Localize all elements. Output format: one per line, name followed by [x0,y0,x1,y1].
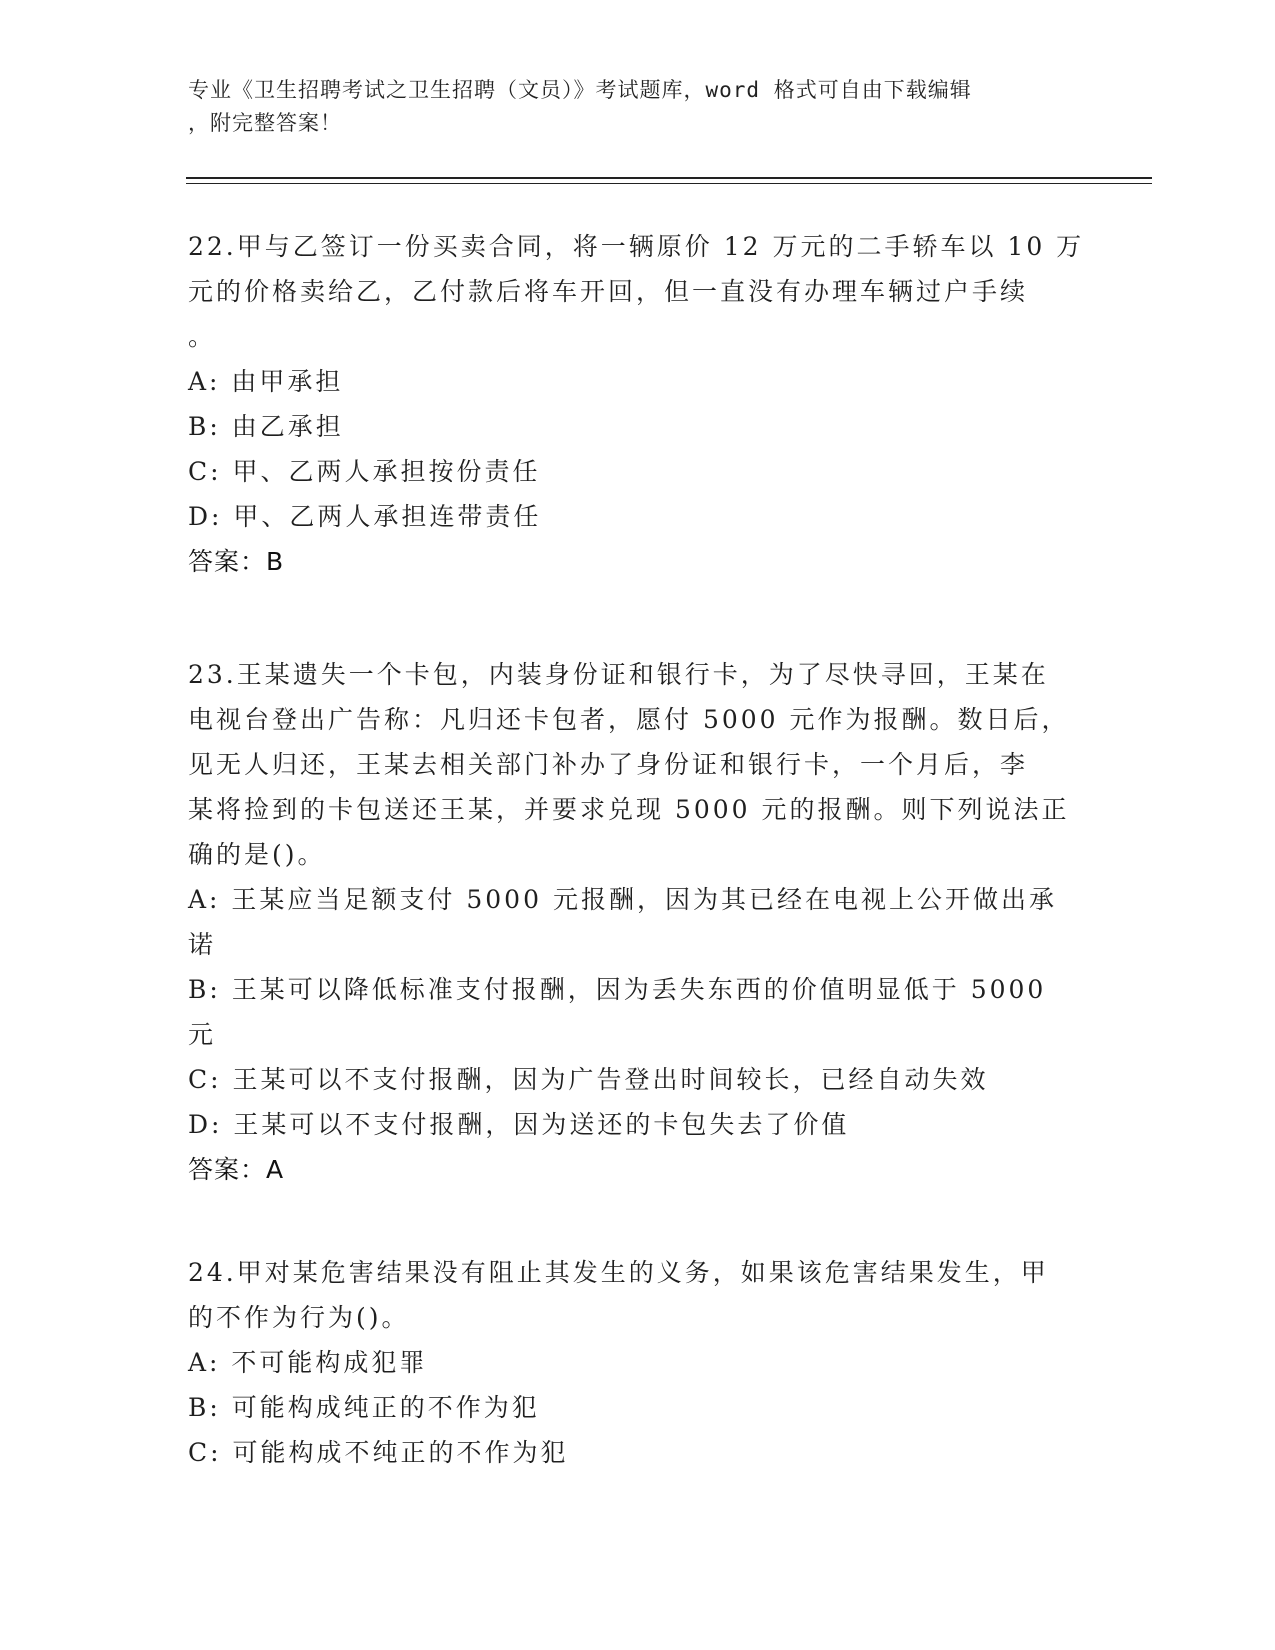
question-text: 24.甲对某危害结果没有阻止其发生的义务，如果该危害结果发生，甲 的不作为行为()。 [188,1258,1049,1332]
option-a: A: 不可能构成犯罪 [188,1348,428,1377]
option-b: B: 可能构成纯正的不作为犯 [188,1393,540,1422]
option-d: D: 王某可以不支付报酬，因为送还的卡包失去了价值 [188,1110,850,1139]
header-divider-thin [186,183,1152,184]
option-b: B: 由乙承担 [188,412,344,441]
option-b: B: 王某可以降低标准支付报酬，因为丢失东西的价值明显低于 5000 元 [188,975,1047,1049]
header-divider-thick [186,177,1152,179]
answer-label: 答案：B [188,547,285,576]
option-c: C: 甲、乙两人承担按份责任 [188,457,541,486]
option-c: C: 可能构成不纯正的不作为犯 [188,1438,569,1467]
question-23 [188,652,1088,1192]
option-d: D: 甲、乙两人承担连带责任 [188,502,542,531]
question-24 [188,1250,1088,1475]
option-a: A: 由甲承担 [188,367,344,396]
option-a: A: 王某应当足额支付 5000 元报酬，因为其已经在电视上公开做出承 诺 [188,885,1057,959]
question-text: 23.王某遗失一个卡包，内装身份证和银行卡，为了尽快寻回，王某在 电视台登出广告称：凡归还卡包者，愿付 5000 元作为报酬。数日后， 见无人归还，王某去相关部门补办了身份证和银行卡，一个月后，李 某将捡到的卡包送还王某，并要求兑现 5000 元的报酬。则下列说法正 确的是()。 [188,660,1070,869]
question-text: 22.甲与乙签订一份买卖合同，将一辆原价 12 万元的二手轿车以 10 万 元的价格卖给乙，乙付款后将车开回，但一直没有办理车辆过户手续 。 [188,232,1085,351]
answer-label: 答案：A [188,1155,285,1184]
option-c: C: 王某可以不支付报酬，因为广告登出时间较长，已经自动失效 [188,1065,989,1094]
document-header: 专业《卫生招聘考试之卫生招聘（文员）》考试题库，word 格式可自由下载编辑 ，附完整答案！ [188,78,972,135]
question-22 [188,224,1088,584]
